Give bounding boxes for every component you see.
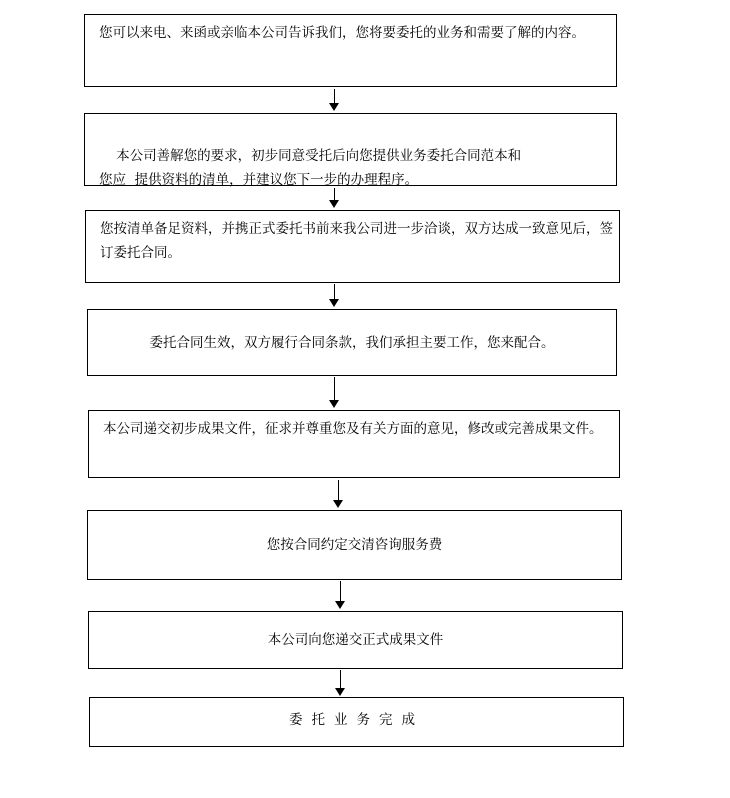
step-1-text: 您可以来电、来函或亲临本公司告诉我们，您将要委托的业务和需要了解的内容。 [99,25,585,41]
step-5-text: 本公司递交初步成果文件，征求并尊重您及有关方面的意见，修改或完善成果文件。 [103,421,603,437]
step-2-text: 本公司善解您的要求，初步同意受托后向您提供业务委托合同范本和 您应 提供资料的清单，并建议您下一步的办理程序。 [99,148,522,188]
step-6-box [87,510,622,580]
step-3-text: 您按清单备足资料，并携正式委托书前来我公司进一步洽谈，双方达成一致意见后，签订委托合同。 [100,221,613,261]
arrow-6-down-icon [335,581,345,609]
step-4-text: 委托合同生效，双方履行合同条款，我们承担主要工作，您来配合。 [149,334,555,351]
step-2-box [84,113,617,186]
step-3-box [85,210,620,283]
step-7-text: 本公司向您递交正式成果文件 [267,632,444,648]
arrow-7-down-icon [335,670,345,696]
arrow-5-down-icon [333,480,343,508]
step-6-text: 您按合同约定交清咨询服务费 [266,537,443,553]
step-8-box [89,697,624,747]
arrow-1-down-icon [329,89,339,111]
arrow-4-down-icon [329,377,339,408]
arrow-3-down-icon [329,284,339,307]
step-8-text: 委托业务完成 [289,712,424,728]
step-4-box [87,309,617,376]
step-7-box [88,611,623,669]
arrow-2-down-icon [329,188,339,208]
step-5-box [88,410,620,478]
step-1-box [84,14,617,87]
